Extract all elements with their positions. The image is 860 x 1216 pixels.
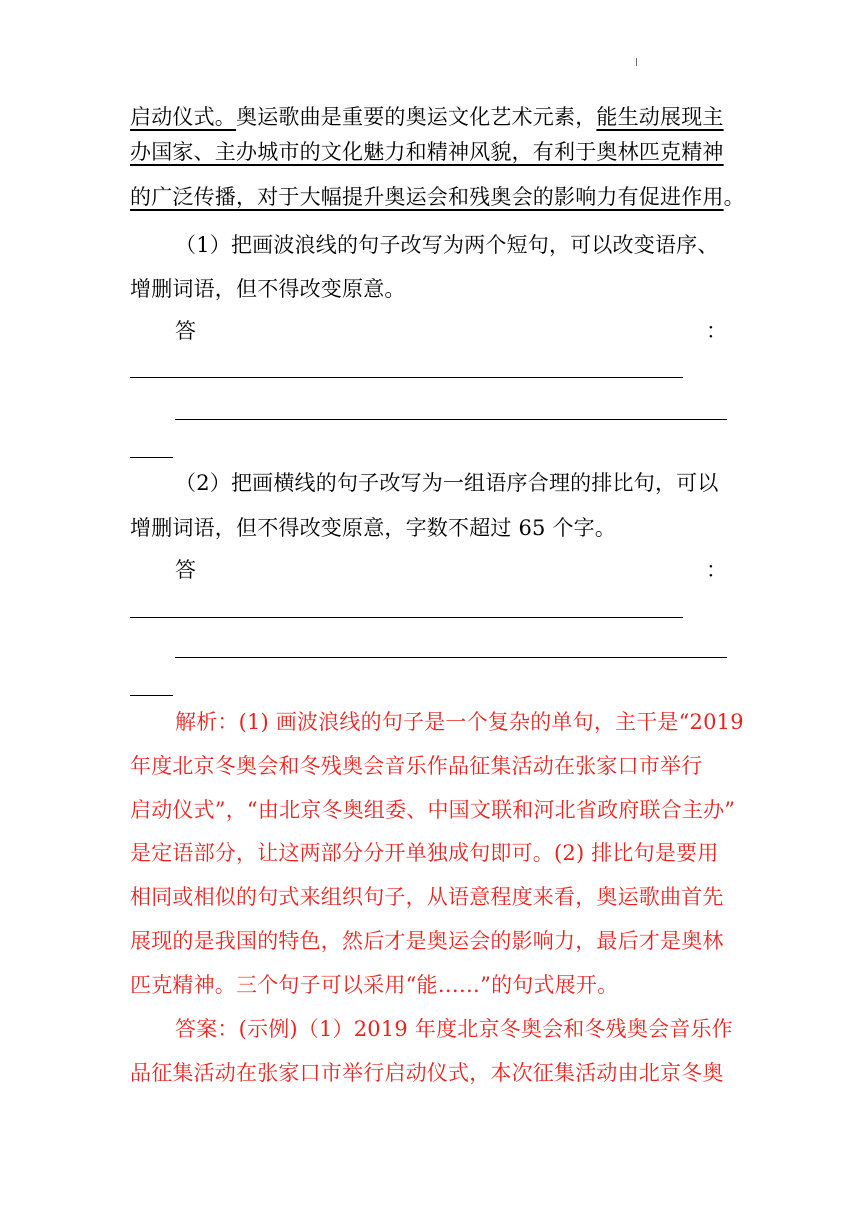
- passage-line-3: [130, 184, 745, 211]
- page-mark: [636, 58, 637, 66]
- answer-line-1: 答案：(示例)（1）2019 年度北京冬奥会和冬残奥会音乐作: [175, 1017, 733, 1041]
- answer-blank-1a: [130, 377, 683, 378]
- question-2-line-2: 增删词语，但不得改变原意，字数不超过 65 个字。: [130, 516, 617, 540]
- analysis-line-7: 匹克精神。三个句子可以采用“能……”的句式展开。: [130, 973, 619, 997]
- answer-colon-1: ：: [706, 319, 727, 343]
- question-1-line-1: （1）把画波浪线的句子改写为两个短句，可以改变语序、: [175, 233, 719, 257]
- passage-period: 。: [723, 185, 745, 209]
- answer-blank-1b: [175, 419, 727, 420]
- question-2-line-1: （2）把画横线的句子改写为一组语序合理的排比句，可以: [175, 471, 719, 495]
- answer-blank-1c: [130, 457, 173, 458]
- underlined-sentence-start: 能生动展现主: [596, 105, 724, 129]
- answer-label-2: 答: [175, 558, 197, 582]
- analysis-line-1: 解析：(1) 画波浪线的句子是一个复杂的单句，主干是“2019: [175, 710, 744, 734]
- answer-blank-2c: [130, 695, 173, 696]
- wavy-underlined-sentence-end: 启动仪式。: [130, 105, 236, 129]
- answer-blank-2a: [130, 617, 683, 618]
- passage-line-2: 办国家、主办城市的文化魅力和精神风貌，有利于奥林匹克精神: [130, 140, 724, 164]
- analysis-line-6: 展现的是我国的特色，然后才是奥运会的影响力，最后才是奥林: [130, 929, 724, 953]
- answer-colon-2: ：: [706, 558, 727, 582]
- passage-text: 奥运歌曲是重要的奥运文化艺术元素，: [236, 105, 597, 129]
- answer-label-1: 答: [175, 319, 197, 343]
- analysis-line-5: 相同或相似的句式来组织句子，从语意程度来看，奥运歌曲首先: [130, 885, 724, 909]
- question-1-line-2: 增删词语，但不得改变原意。: [130, 277, 406, 301]
- answer-blank-2b: [175, 657, 727, 658]
- passage-line-1: [130, 104, 740, 131]
- underlined-sentence-end: 的广泛传播，对于大幅提升奥运会和残奥会的影响力有促进作用: [130, 185, 724, 209]
- answer-line-2: 品征集活动在张家口市举行启动仪式，本次征集活动由北京冬奥: [130, 1061, 724, 1085]
- analysis-line-3: 启动仪式”，“由北京冬奥组委、中国文联和河北省政府联合主办”: [130, 798, 736, 822]
- analysis-line-2: 年度北京冬奥会和冬残奥会音乐作品征集活动在张家口市举行: [130, 754, 703, 778]
- analysis-line-4: 是定语部分，让这两部分分开单独成句即可。(2) 排比句是要用: [130, 841, 719, 865]
